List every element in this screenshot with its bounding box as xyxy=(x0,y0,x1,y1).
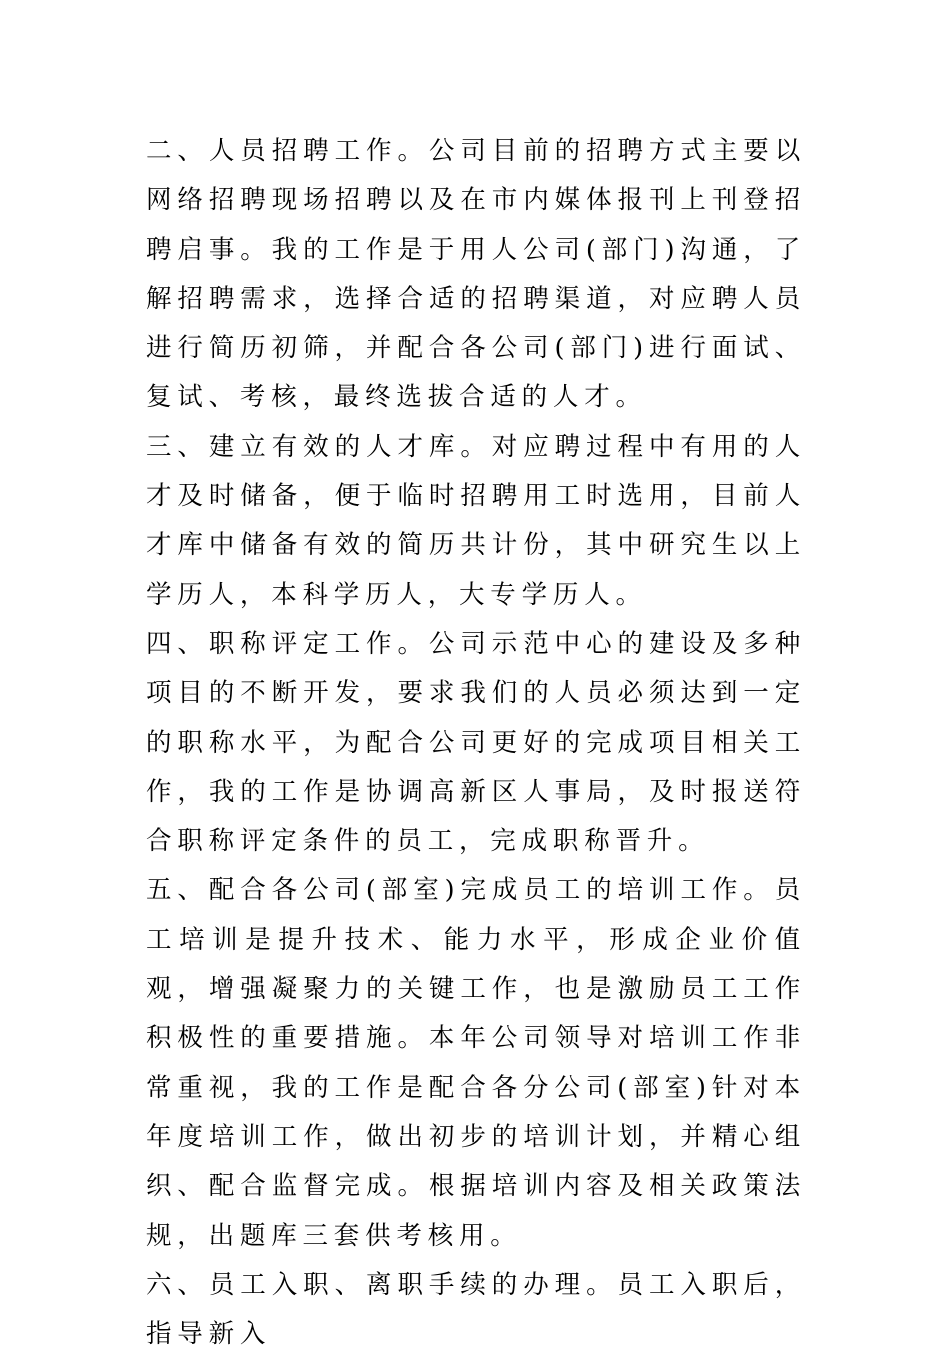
paragraph-training: 五、配合各公司(部室)完成员工的培训工作。员工培训是提升技术、能力水平，形成企业价值观，增强凝聚力的关键工作，也是激励员工工作积极性的重要措施。本年公司领导对培训工作非常重视，我的工作是配合各分公司(部室)针对本年度培训工作，做出初步的培训计划，并精心组织、配合监督完成。根据培训内容及相关政策法规，出题库三套供考核用。 xyxy=(146,875,806,1251)
paragraph-onboarding: 六、员工入职、离职手续的办理。员工入职后，指导新入 xyxy=(146,1269,806,1350)
paragraph-title-evaluation: 四、职称评定工作。公司示范中心的建设及多种项目的不断开发，要求我们的人员必须达到一定的职称水平，为配合公司更好的完成项目相关工作，我的工作是协调高新区人事局，及时报送符合职称评定条件的员工，完成职称晋升。 xyxy=(146,628,806,857)
document-body xyxy=(146,127,806,1359)
paragraph-recruitment: 二、人员招聘工作。公司目前的招聘方式主要以网络招聘现场招聘以及在市内媒体报刊上刊登招聘启事。我的工作是于用人公司(部门)沟通，了解招聘需求，选择合适的招聘渠道，对应聘人员进行简历初筛，并配合各公司(部门)进行面试、复试、考核，最终选拔合适的人才。 xyxy=(146,136,806,413)
paragraph-talent-pool: 三、建立有效的人才库。对应聘过程中有用的人才及时储备，便于临时招聘用工时选用，目前人才库中储备有效的简历共计份，其中研究生以上学历人，本科学历人，大专学历人。 xyxy=(146,431,806,610)
